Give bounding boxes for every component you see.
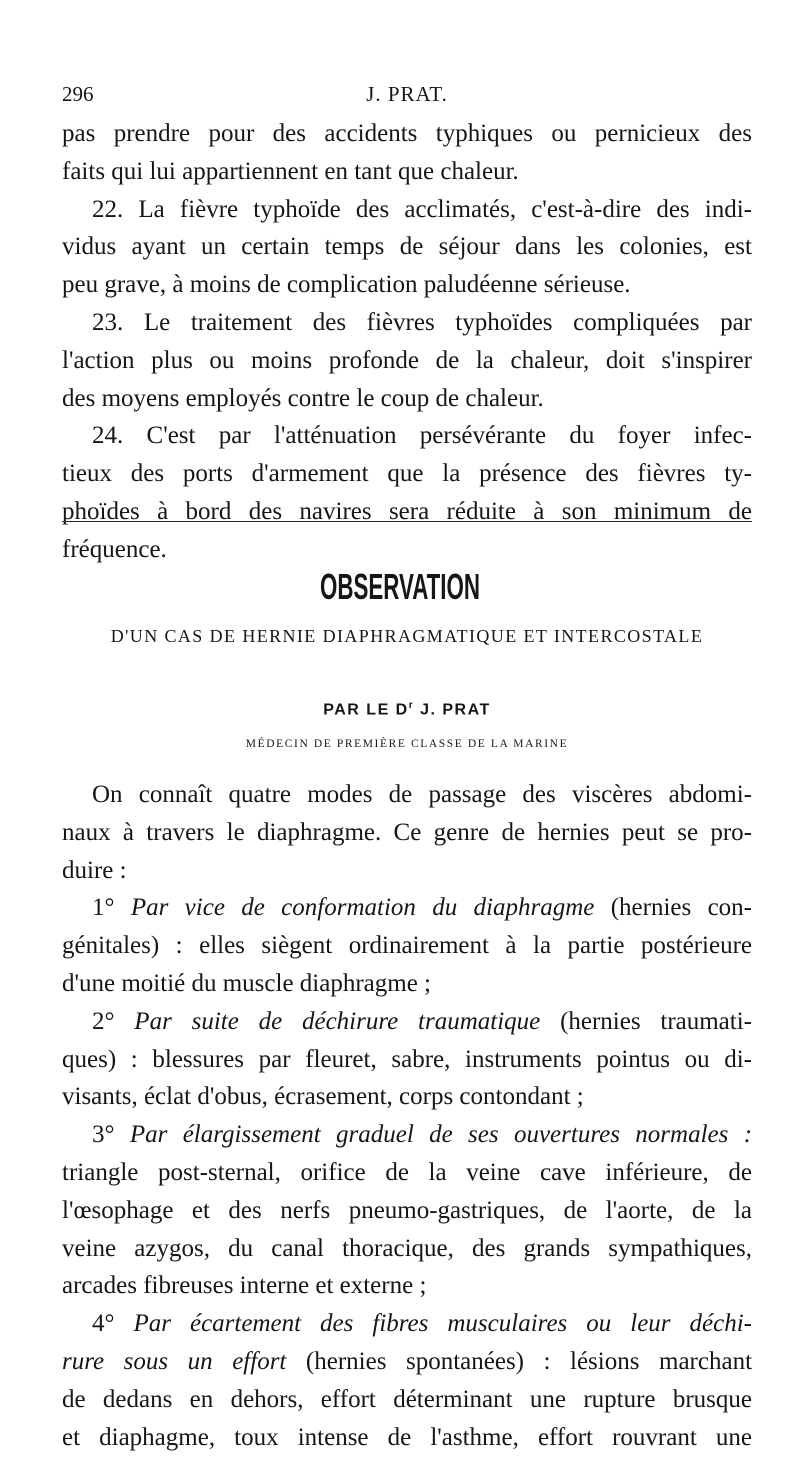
text-line: 22. La fièvre typhoïde des acclimatés, c'est-à-dire des indi- — [92, 195, 752, 223]
text-line: peu grave, à moins de complication paludéenne sérieuse. — [62, 271, 631, 299]
item-text: (hernies traumati- — [560, 1007, 752, 1035]
text-line: l'action plus ou moins profonde de la chaleur, doit s'inspirer — [62, 346, 752, 374]
item-number: 4° — [92, 1310, 115, 1338]
article-body — [62, 776, 752, 1456]
text-line: 24. C'est par l'atténuation persévérante du foyer infec- — [92, 422, 752, 450]
text-line: génitales) : elles siègent ordinairement à la partie postérieure — [62, 932, 752, 960]
item-text: (hernies con- — [610, 894, 753, 922]
text-line: faits qui lui appartiennent en tant que chaleur. — [62, 157, 519, 185]
item-number: 3° — [92, 1121, 115, 1149]
article-author — [62, 700, 752, 719]
running-head: J. PRAT. — [366, 82, 448, 106]
article-subtitle: D'UN CAS DE HERNIE DIAPHRAGMATIQUE ET INTERCOSTALE — [110, 626, 704, 646]
text-line: arcades fibreuses interne et externe ; — [62, 1272, 427, 1300]
text-line: naux à travers le diaphragme. Ce genre de hernies peut se pro- — [62, 818, 752, 846]
text-line: pas prendre pour des accidents typhiques ou pernicieux des — [62, 120, 752, 147]
author-prefix: PAR LE D — [323, 701, 409, 719]
page-header — [62, 82, 752, 112]
item-text: (hernies spontanées) : lésions marchant — [305, 1347, 753, 1375]
previous-article-conclusion — [62, 115, 752, 569]
text-line: triangle post-sternal, orifice de la veine cave inférieure, de — [62, 1158, 752, 1186]
text-line: ques) : blessures par fleuret, sabre, instruments pointus ou di- — [62, 1045, 752, 1073]
text-line: phoïdes à bord des navires sera réduite à son minimum de — [62, 497, 752, 525]
text-line: et diaphagme, toux intense de l'asthme, effort rouvrant une — [62, 1423, 752, 1451]
item-heading: Par élargissement graduel de ses ouvertures normales : — [129, 1121, 753, 1149]
list-item-4-first-line — [62, 1305, 752, 1343]
text-line: l'œsophage et des nerfs pneumo-gastriques, de l'aorte, de la — [62, 1196, 752, 1224]
list-item-1-first-line — [62, 889, 752, 927]
article-title: OBSERVATION — [320, 566, 480, 607]
item-heading: Par vice de conformation du diaphragme — [130, 894, 595, 922]
text-line: de dedans en dehors, effort déterminant une rupture brusque — [62, 1385, 752, 1413]
item-number: 2° — [92, 1007, 115, 1035]
list-item-2-first-line — [62, 1003, 752, 1041]
item-number: 1° — [92, 894, 115, 922]
text-line: 23. Le traitement des fièvres typhoïdes compliquées par — [92, 308, 752, 336]
page-number: 296 — [62, 82, 94, 106]
text-line: veine azygos, du canal thoracique, des grands sympathiques, — [62, 1234, 752, 1262]
text-line: des moyens employés contre le coup de chaleur. — [62, 384, 544, 412]
text-line: vidus ayant un certain temps de séjour dans les colonies, est — [62, 233, 752, 261]
text-line: duire : — [62, 856, 127, 884]
text-line: d'une moitié du muscle diaphragme ; — [62, 969, 431, 997]
item-heading: Par suite de déchirure traumatique — [134, 1007, 541, 1035]
author-sup: r — [408, 700, 415, 711]
section-divider — [62, 521, 752, 522]
text-line: fréquence. — [62, 535, 167, 563]
text-line: On connaît quatre modes de passage des viscères abdomi- — [92, 781, 752, 808]
author-name: J. PRAT — [414, 701, 491, 719]
item-heading-continued: rure sous un effort — [62, 1347, 287, 1375]
text-line: tieux des ports d'armement que la présence des fièvres ty- — [62, 460, 752, 488]
item-heading: Par écartement des fibres musculaires ou leur déchi- — [133, 1310, 752, 1338]
list-item-3-first-line — [62, 1116, 752, 1154]
list-item-4-second-line — [62, 1343, 752, 1381]
text-line: visants, éclat d'obus, écrasement, corps contondant ; — [62, 1083, 584, 1111]
author-rank: MÉDECIN DE PREMIÈRE CLASSE DE LA MARINE — [245, 738, 569, 750]
